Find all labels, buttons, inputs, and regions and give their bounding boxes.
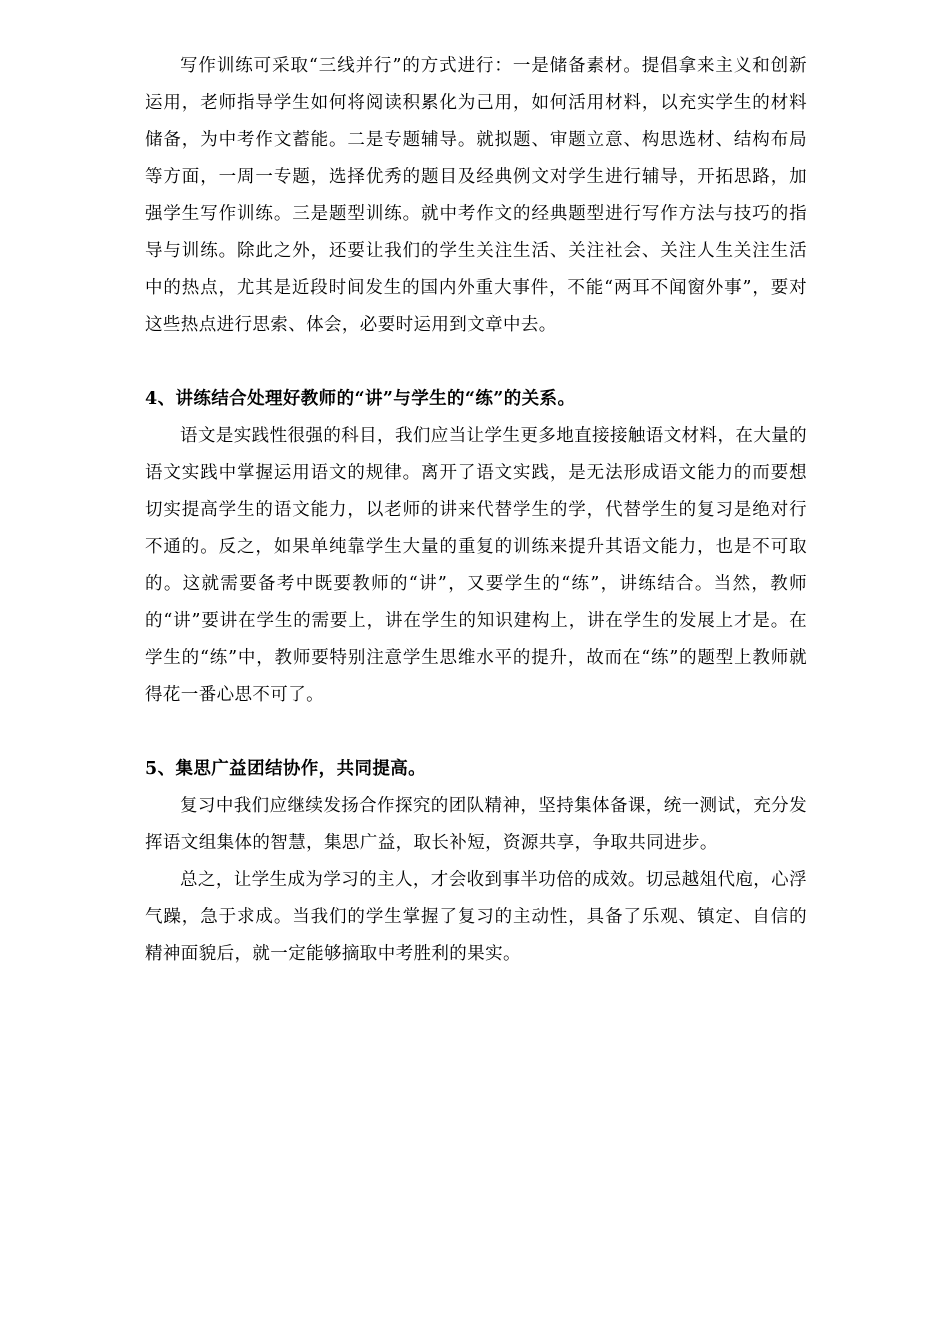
section-heading-5: 5、集思广益团结协作，共同提高。 — [145, 759, 427, 779]
paragraph-lecture-practice: 语文是实践性很强的科目，我们应当让学生更多地直接接触语文材料，在大量的语文实践中掌握运用语文的规律。离开了语文实践，是无法形成语文能力的而要想切实提高学生的语文能力，以老师的讲来代替学生的学，代替学生的复习是绝对行不通的。反之，如果单纯靠学生大量的重复的训练来提升其语文能力，也是不可取的。这就需要备考中既要教师的“讲”，又要学生的“练”，讲练结合。当然，教师的“讲”要讲在学生的需要上，讲在学生的知识建构上，讲在学生的发展上才是。在学生的“练”中，教师要特别注意学生思维水平的提升，故而在“练”的题型上教师就得花一番心思不可了。 — [145, 426, 807, 705]
paragraph-conclusion: 总之，让学生成为学习的主人，才会收到事半功倍的成效。切忌越俎代庖，心浮气躁，急于求成。当我们的学生掌握了复习的主动性，具备了乐观、镇定、自信的精神面貌后，就一定能够摘取中考胜利的果实。 — [145, 870, 807, 964]
spacer — [145, 714, 807, 751]
paragraph-writing-training: 写作训练可采取“三线并行”的方式进行：一是储备素材。提倡拿来主义和创新运用，老师指导学生如何将阅读积累化为己用，如何活用材料，以充实学生的材料储备，为中考作文蓄能。二是专题辅导。就拟题、审题立意、构思选材、结构布局等方面，一周一专题，选择优秀的题目及经典例文对学生进行辅导，开拓思路，加强学生写作训练。三是题型训练。就中考作文的经典题型进行写作方法与技巧的指导与训练。除此之外，还要让我们的学生关注生活、关注社会、关注人生关注生活中的热点，尤其是近段时间发生的国内外重大事件，不能“两耳不闻窗外事”，要对这些热点进行思索、体会，必要时运用到文章中去。 — [145, 56, 807, 335]
paragraph-teamwork: 复习中我们应继续发扬合作探究的团队精神，坚持集体备课，统一测试，充分发挥语文组集体的智慧，集思广益，取长补短，资源共享，争取共同进步。 — [145, 796, 807, 853]
document-page — [145, 48, 807, 973]
section-heading-4: 4、讲练结合处理好教师的“讲”与学生的“练”的关系。 — [145, 389, 576, 409]
spacer — [145, 344, 807, 381]
